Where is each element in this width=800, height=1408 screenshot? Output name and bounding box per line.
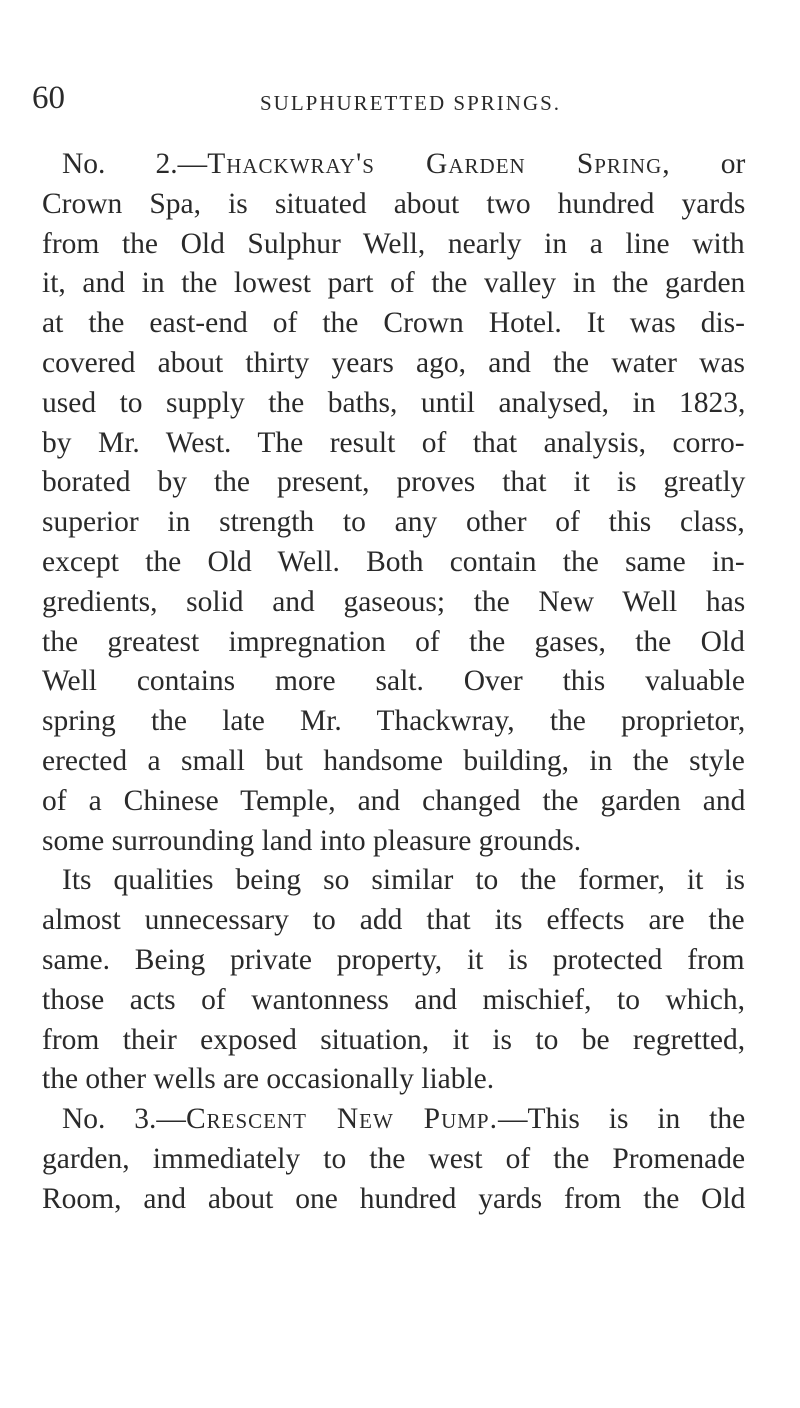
text-run: No. 2.— [62,148,208,180]
text-run: gredients, solid and gaseous; the New Well has [42,585,746,618]
text-line [42,1142,745,1176]
text-run: at the east-end of the Crown Hotel. It was dis- [42,307,745,340]
text-run: garden, immediately to the west of the Promenade [42,1143,746,1175]
text-run: borated by the present, proves that it is greatly [42,466,746,499]
text-line [42,903,745,937]
text-run: Well contains more salt. Over this valuable [42,665,745,698]
text-run: some surrounding land into pleasure grounds. [42,824,582,857]
text-line [42,227,745,261]
text-line [42,943,745,977]
text-run: it, and in the lowest part of the valley in the garden [42,267,746,300]
text-run: of a Chinese Temple, and changed the garden and [42,784,746,817]
text-run: Room, and about one hundred yards from the Old [42,1182,746,1215]
text-line [42,465,745,499]
text-line [42,505,745,539]
text-run: No. 3.— [62,1103,186,1136]
text-line [42,664,745,698]
text-run: except the Old Well. Both contain the same in- [42,546,745,578]
text-run: —This is in the [497,1103,746,1136]
text-run: from the Old Sulphur Well, nearly in a line with [42,227,745,260]
text-line [42,545,745,579]
text-line [42,585,745,619]
text-run: the other wells are occasionally liable. [42,1063,495,1096]
text-line [42,983,745,1017]
page-number: 60 [32,80,65,116]
text-line [42,266,745,300]
text-run: covered about thirty years ago, and the water was [42,347,746,379]
text-line [42,1062,494,1096]
text-line [42,744,745,778]
text-run: superior in strength to any other of this class, [42,506,745,539]
text-run: same. Being private property, it is protected from [42,944,745,976]
small-caps-heading: Crescent New Pump. [185,1103,498,1136]
running-head: SULPHURETTED SPRINGS. [260,91,562,115]
text-run: spring the late Mr. Thackwray, the proprietor, [42,705,746,738]
text-run: used to supply the baths, until analysed, in 1823, [42,386,746,419]
small-caps-heading: Thackwray's Garden Spring, [207,148,671,180]
text-run: Crown Spa, is situated about two hundred yards [42,187,746,220]
text-run: almost unnecessary to add that its effects are the [42,904,745,937]
text-line [62,1102,745,1136]
text-line [42,386,745,420]
text-line [42,784,745,818]
text-line [42,1182,745,1216]
page-header [32,78,732,128]
text-line [62,147,745,181]
text-line [42,187,745,221]
text-line [42,824,581,858]
text-run: the greatest impregnation of the gases, the Old [42,625,745,658]
text-line [42,346,745,380]
text-line [62,863,745,897]
text-line [42,704,745,738]
text-line [42,426,745,460]
text-run: Its qualities being so similar to the former, it is [62,864,746,897]
text-line [42,1023,745,1057]
text-line [42,306,745,340]
text-run: those acts of wantonness and mischief, to which, [42,983,745,1016]
text-run: from their exposed situation, it is to be regretted, [42,1023,746,1056]
text-line [42,625,745,659]
text-run: by Mr. West. The result of that analysis, corro- [42,426,745,459]
text-run: erected a small but handsome building, in the style [42,745,745,777]
text-run: or [670,148,746,180]
